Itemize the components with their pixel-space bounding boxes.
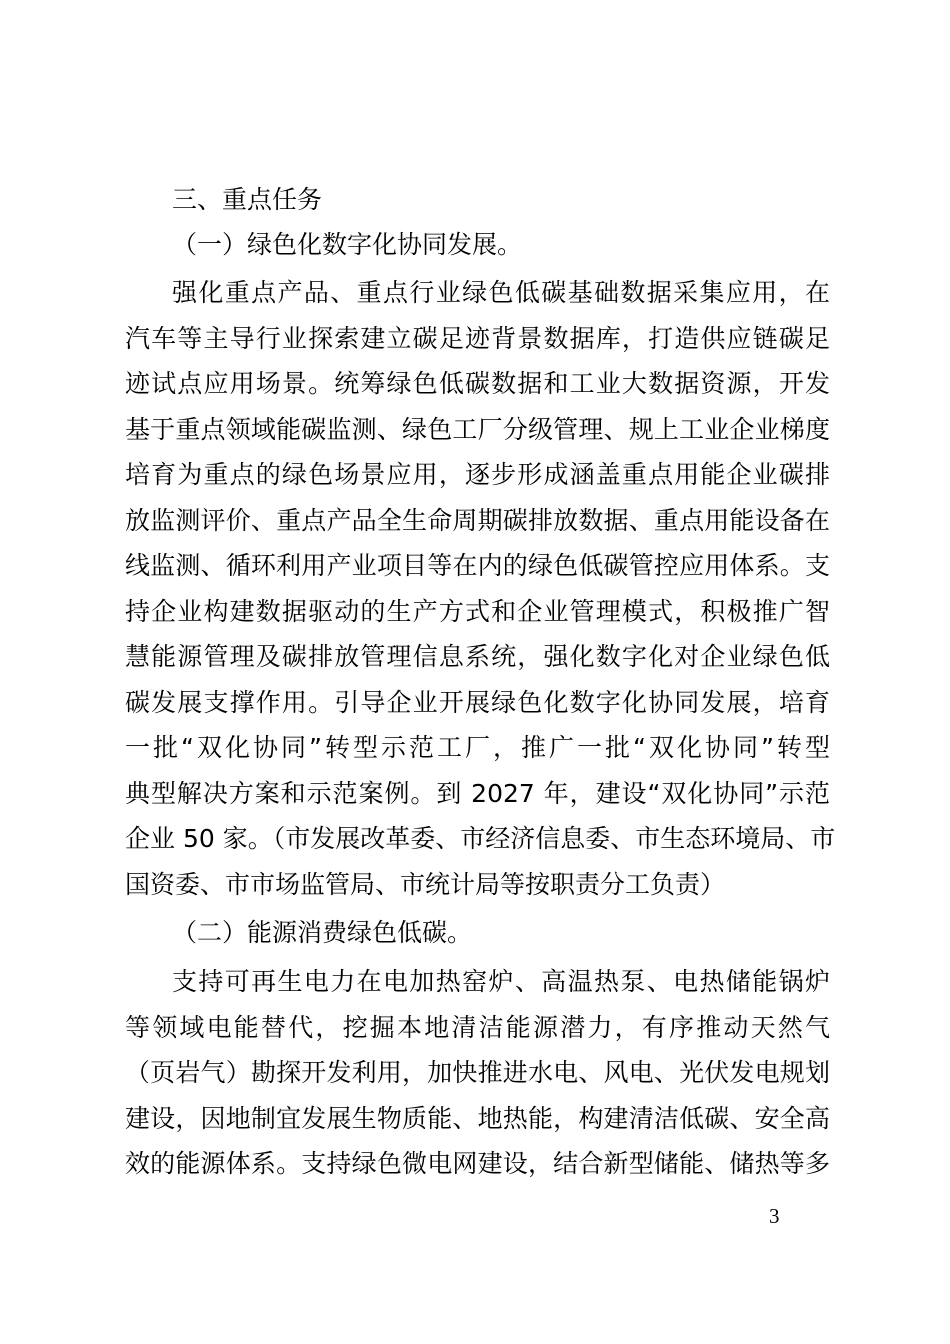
paragraph-line: 一批“双化协同”转型示范工厂，推广一批“双化协同”转型 [125,733,830,762]
paragraph-line: 基于重点领域能碳监测、绿色工厂分级管理、规上工业企业梯度 [125,415,830,444]
paragraph-line: 迹试点应用场景。统筹绿色低碳数据和工业大数据资源，开发 [125,369,830,398]
paragraph-line-last: 国资委、市市场监管局、市统计局等按职责分工负责） [125,870,726,899]
paragraph-line: 典型解决方案和示范案例。到 2027 年，建设“双化协同”示范 [125,779,830,808]
paragraph-line: 企业 50 家。（市发展改革委、市经济信息委、市生态环境局、市 [125,824,836,853]
paragraph-line: （页岩气）勘探开发利用，加快推进水电、风电、光伏发电规划 [125,1058,830,1087]
paragraph-line: 培育为重点的绿色场景应用，逐步形成涵盖重点用能企业碳排 [125,460,830,489]
paragraph-line: 慧能源管理及碳排放管理信息系统，强化数字化对企业绿色低 [125,642,830,671]
paragraph-line: 线监测、循环利用产业项目等在内的绿色低碳管控应用体系。支 [125,551,830,580]
paragraph-line: 汽车等主导行业探索建立碳足迹背景数据库，打造供应链碳足 [125,324,830,353]
paragraph-line: 放监测评价、重点产品全生命周期碳排放数据、重点用能设备在 [125,506,830,535]
subsection-1-heading: （一）绿色化数字化协同发展。 [172,230,523,259]
paragraph-line: 持企业构建数据驱动的生产方式和企业管理模式，积极推广智 [125,597,830,626]
section-heading: 三、重点任务 [172,185,323,214]
page-number: 3 [769,1204,780,1228]
paragraph-line: 等领域电能替代，挖掘本地清洁能源潜力，有序推动天然气 [125,1013,830,1042]
paragraph-line: 支持可再生电力在电加热窑炉、高温热泵、电热储能锅炉 [172,967,830,996]
paragraph-line: 碳发展支撑作用。引导企业开展绿色化数字化协同发展，培育 [125,688,830,717]
paragraph-line: 建设，因地制宜发展生物质能、地热能，构建清洁低碳、安全高 [125,1104,830,1133]
paragraph-line: 效的能源体系。支持绿色微电网建设，结合新型储能、储热等多 [125,1149,830,1178]
paragraph-line: 强化重点产品、重点行业绿色低碳基础数据采集应用，在 [172,278,830,307]
subsection-2-heading: （二）能源消费绿色低碳。 [172,918,473,947]
